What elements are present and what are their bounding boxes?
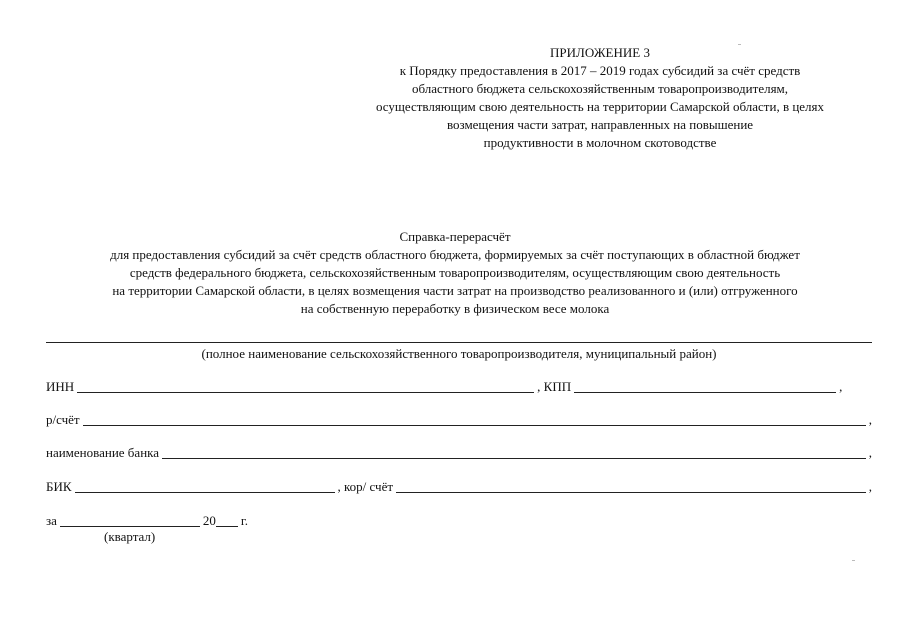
bik-corr-row	[46, 478, 872, 496]
appendix-line: осуществляющим свою деятельность на территории Самарской области, в целях	[375, 99, 825, 114]
account-row	[46, 411, 872, 429]
account-label: р/счёт	[46, 412, 80, 427]
corr-account-label: , кор/ счёт	[337, 479, 394, 494]
bank-field[interactable]	[162, 458, 866, 459]
inn-kpp-row	[46, 378, 872, 396]
corr-account-field[interactable]	[396, 492, 866, 493]
inn-field[interactable]	[77, 392, 534, 393]
year-field[interactable]	[216, 526, 238, 527]
bank-row	[46, 444, 872, 462]
appendix-line: продуктивности в молочном скотоводстве	[483, 135, 717, 150]
heading-line: на территории Самарской области, в целях возмещения части затрат на производство реализованного и (или) отгруженного	[112, 283, 798, 298]
kpp-comma: ,	[839, 379, 843, 394]
account-comma: ,	[868, 412, 872, 427]
year-prefix: 20	[202, 513, 216, 528]
heading-line: для предоставления субсидий за счёт средств областного бюджета, формируемых за счёт поступающих в областной бюджет	[110, 247, 800, 262]
bik-label: БИК	[46, 479, 72, 494]
corr-comma: ,	[868, 479, 872, 494]
period-row	[46, 512, 346, 530]
appendix-line: областного бюджета сельскохозяйственным товаропроизводителям,	[411, 81, 789, 96]
period-prefix: за	[46, 513, 57, 528]
appendix-header	[330, 44, 870, 152]
inn-label: ИНН	[46, 379, 75, 394]
producer-name-field[interactable]	[46, 342, 872, 343]
kpp-field[interactable]	[574, 392, 836, 393]
quarter-field[interactable]	[60, 526, 200, 527]
quarter-caption: (квартал)	[104, 529, 156, 544]
scan-speck	[852, 560, 855, 561]
appendix-title: ПРИЛОЖЕНИЕ 3	[550, 45, 650, 60]
kpp-label: , КПП	[537, 379, 572, 394]
bank-label: наименование банка	[46, 445, 160, 460]
appendix-line: к Порядку предоставления в 2017 – 2019 годах субсидий за счёт средств	[399, 63, 801, 78]
bik-field[interactable]	[75, 492, 335, 493]
appendix-line: возмещения части затрат, направленных на повышение	[446, 117, 754, 132]
year-suffix: г.	[240, 513, 249, 528]
heading-line: средств федерального бюджета, сельскохозяйственным товаропроизводителям, осуществляющим свою деятельность	[129, 265, 781, 280]
document-heading	[20, 228, 890, 318]
bank-comma: ,	[868, 445, 872, 460]
heading-line: на собственную переработку в физическом весе молока	[300, 301, 610, 316]
producer-name-caption: (полное наименование сельскохозяйственного товаропроизводителя, муниципальный район)	[201, 346, 717, 361]
document-title: Справка-перерасчёт	[399, 229, 511, 244]
scan-speck	[738, 44, 741, 45]
account-field[interactable]	[83, 425, 866, 426]
